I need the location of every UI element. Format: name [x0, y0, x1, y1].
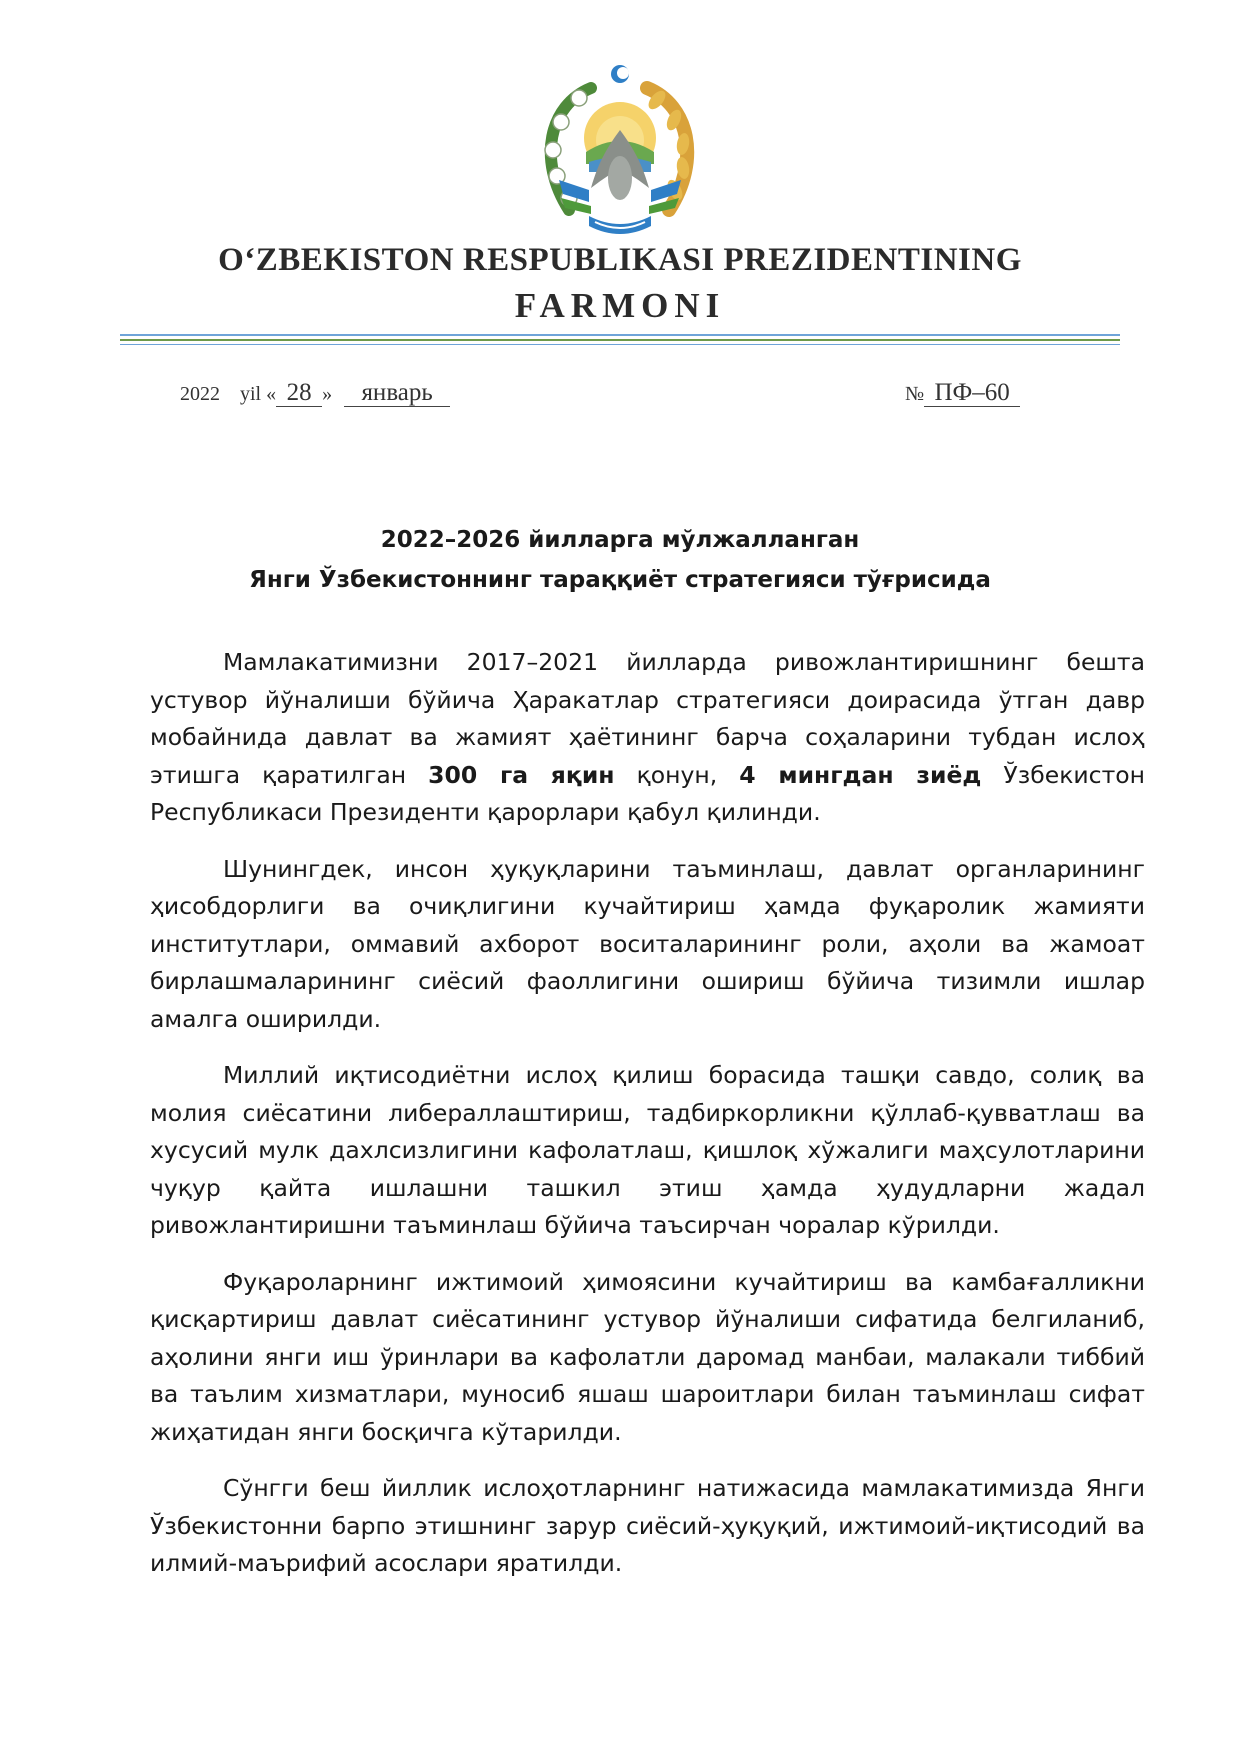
date-open-quote: «	[266, 383, 277, 405]
paragraph-2: Шунингдек, инсон ҳуқуқларини таъминлаш, давлат органларининг ҳисобдорлиги ва очиқлигини кучайтириш ҳамда фуқаролик жамияти институтлари, оммавий ахборот воситаларининг роли, аҳоли ва жамоат бирлашмаларининг сиёсий фаоллигини ошириш бўйича тизимли ишлар амалга оширилди.	[150, 854, 1145, 1033]
paragraph-1-bold-2: 4 мингдан зиёд	[739, 760, 982, 789]
decree-title	[0, 520, 1240, 600]
state-emblem	[529, 60, 711, 242]
header-rule-blue-thin	[120, 344, 1120, 345]
paragraph-1-part-d: Ўзбекистон Республикаси Президенти қарорлари қабул қилинди.	[150, 760, 1146, 826]
document-number	[905, 380, 1020, 407]
paragraph-3: Миллий иқтисодиётни ислоҳ қилиш борасида ташқи савдо, солиқ ва молия сиёсатини либераллаштириш, тадбиркорликни қўллаб-қувватлаш ва хусусий мулк дахлсизлигини кафолатлаш, қишлоқ хўжалиги маҳсулотларини чуқур қайта ишлашни ташкил этиш ҳамда ҳудудларни жадал ривожлантиришни таъминлаш бўйича таъсирчан чоралар кўрилди.	[150, 1061, 1145, 1239]
decree-title-line1: 2022–2026 йилларга мўлжалланган	[380, 527, 860, 553]
date-day: 28	[276, 380, 322, 407]
paragraph-1-part-c: қонун,	[614, 760, 740, 789]
paragraph-1-bold-1: 300 га яқин	[428, 760, 615, 789]
date-close-quote: »	[322, 383, 333, 405]
document-date	[180, 380, 450, 407]
decree-body	[150, 644, 1145, 1602]
paragraph-4: Фуқароларнинг ижтимоий ҳимоясини кучайтириш ва камбағалликни қисқартириш давлат сиёсатининг устувор йўналиши сифатида белгиланиб, аҳолини янги иш ўринлари ва кафолатли даромад манбаи, малакали тиббий ва таълим хизматлари, муносиб яшаш шароитлари билан таъминлаш сифат жиҳатидан янги босқичга кўтарилди.	[150, 1267, 1145, 1446]
number-label: №	[905, 383, 925, 405]
date-yil-label: yil	[240, 383, 262, 405]
date-month: январь	[344, 380, 450, 407]
paragraph-1	[150, 644, 1145, 832]
date-year: 2022	[180, 383, 220, 405]
header-rule-green	[120, 339, 1120, 341]
paragraph-5: Сўнгги беш йиллик ислоҳотларнинг натижасида мамлакатимизда Янги Ўзбекистонни барпо этишнинг зарур сиёсий-ҳуқуқий, ижтимоий-иқтисодий ва илмий-маърифий асослари яратилди.	[150, 1474, 1145, 1577]
document-type: FARMONI	[514, 286, 726, 325]
decree-title-line2: Янги Ўзбекистоннинг тараққиёт стратегияси тўғрисида	[249, 567, 991, 593]
header-rule-blue	[120, 334, 1120, 336]
number-value: ПФ–60	[924, 380, 1020, 407]
paragraph-1-part-a: Мамлакатимизни 2017–2021 йилларда ривожлантиришнинг бешта устувор йўналиши бўйича Ҳаракатлар стратегияси доирасида ўтган давр мобайнида давлат ва жамият ҳаётининг барча соҳаларини тубдан ислоҳ этишга қаратилган	[150, 648, 1145, 789]
document-issuer: O‘ZBEKISTON RESPUBLIKASI PREZIDENTINING	[218, 242, 1022, 278]
